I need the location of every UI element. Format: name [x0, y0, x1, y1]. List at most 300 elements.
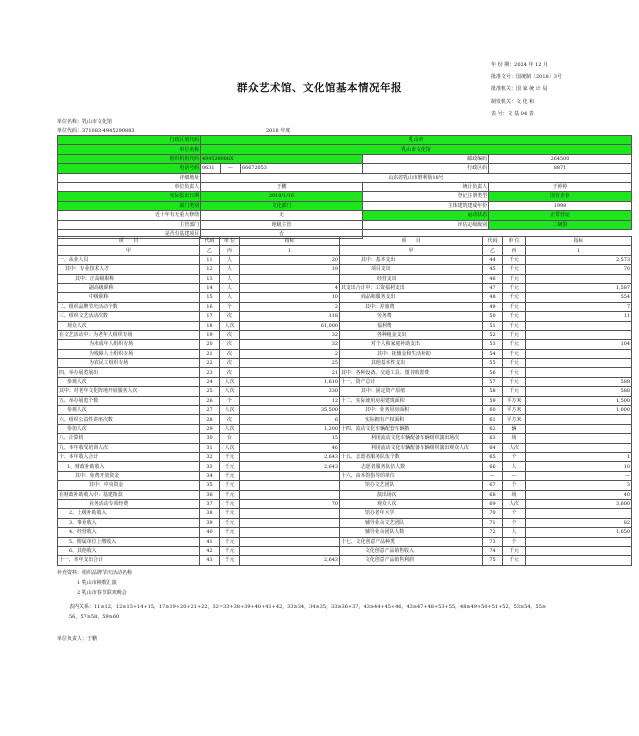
row-code: 66 — [483, 462, 503, 471]
row-code: 55 — [483, 359, 503, 368]
info-value[interactable]: 于鹏 — [201, 182, 363, 191]
row-value[interactable] — [240, 274, 340, 283]
row-value[interactable]: 2,643 — [240, 556, 340, 565]
row-unit: 人次 — [220, 321, 240, 330]
row-item: 各种租金支出 — [340, 330, 483, 339]
row-item: 参观人次 — [58, 406, 200, 415]
row-unit: 千元 — [503, 368, 526, 377]
row-unit: 千元 — [503, 265, 526, 274]
sub-header: 甲 — [58, 246, 200, 255]
table-row — [58, 518, 632, 527]
table-row — [58, 283, 632, 292]
info-label: 行政区划代码 — [58, 136, 201, 145]
row-item: 其中：专业技术人才 — [58, 265, 200, 274]
header-unit: 单 位 — [220, 237, 240, 246]
row-unit: 辆 — [503, 424, 526, 433]
table-row — [58, 406, 632, 415]
row-unit: 千元 — [503, 387, 526, 396]
row-value[interactable]: 21 — [240, 368, 340, 377]
row-value[interactable]: 2,573 — [526, 255, 632, 264]
row-code: 63 — [483, 434, 503, 443]
row-item: 二、组织品牌节庆活动个数 — [58, 302, 200, 311]
row-value[interactable]: 82 — [526, 518, 632, 527]
report-year: 2018 年度 — [266, 128, 291, 134]
row-item: 十一、本年支出合计 — [58, 556, 200, 565]
row-code: 75 — [483, 556, 503, 565]
info-value[interactable]: 2019/1/16 — [201, 192, 363, 201]
row-item: 其中：抚恤金和生活补助 — [340, 349, 483, 358]
row-unit: 千元 — [503, 312, 526, 321]
row-value[interactable]: 2 — [240, 302, 340, 311]
row-item: 馆办老年大学 — [340, 509, 483, 518]
row-unit: 千元 — [503, 302, 526, 311]
row-code: 52 — [483, 330, 503, 339]
table-row — [58, 312, 632, 321]
info-label: 部门类别 — [58, 201, 201, 210]
row-value[interactable]: 1,610 — [240, 377, 340, 386]
row-value[interactable] — [526, 434, 632, 443]
row-value[interactable]: 12 — [240, 396, 340, 405]
row-unit: 千元 — [503, 556, 526, 565]
row-item: 其支出合计中：工资福利支出 — [340, 283, 483, 292]
row-value[interactable] — [526, 368, 632, 377]
row-value[interactable]: 588 — [526, 387, 632, 396]
info-label: 邮政编码 — [363, 154, 489, 163]
table-row — [58, 330, 632, 339]
row-value[interactable] — [526, 359, 632, 368]
row-value[interactable]: 7 — [526, 302, 632, 311]
row-value[interactable]: 1,650 — [526, 528, 632, 537]
row-unit: 人次 — [220, 377, 240, 386]
row-value[interactable]: 2,643 — [240, 452, 340, 461]
row-item: 经营支出 — [340, 274, 483, 283]
phone-dash: — — [221, 164, 241, 173]
row-item: 实际拥有产权面积 — [340, 415, 483, 424]
table-row — [58, 424, 632, 433]
row-value[interactable] — [240, 509, 340, 518]
info-label: 详细地址 — [58, 173, 201, 182]
row-item: 十七、文化创意产品种类 — [340, 537, 483, 546]
row-value[interactable] — [526, 546, 632, 555]
row-value[interactable] — [526, 424, 632, 433]
row-value[interactable]: 70 — [240, 499, 340, 508]
row-code: 74 — [483, 546, 503, 555]
row-item: 志愿者服务队伍人数 — [340, 462, 483, 471]
table-row — [58, 490, 632, 499]
table-row — [58, 509, 632, 518]
row-value[interactable]: 11 — [526, 312, 632, 321]
row-value[interactable] — [240, 490, 340, 499]
row-unit: 千元 — [503, 274, 526, 283]
phone-area[interactable]: 0631 — [201, 164, 221, 173]
row-item: 利用流动文化车辆配备车辆组织演出观众人次 — [340, 443, 483, 452]
row-item: 4、经营收入 — [58, 528, 200, 537]
row-value[interactable]: 6 — [240, 415, 340, 424]
row-code: 62 — [483, 424, 503, 433]
row-code: 29 — [200, 424, 220, 433]
footer — [57, 568, 546, 644]
row-unit: 个 — [503, 481, 526, 490]
row-value[interactable]: 1,500 — [526, 396, 632, 405]
row-item: 业务活动专项经费 — [58, 499, 200, 508]
header-item: 项 目 — [58, 237, 200, 246]
table-row — [58, 255, 632, 264]
signer: 单位负责人：于鹏 — [57, 636, 98, 642]
info-label: 实际报出日期 — [58, 192, 201, 201]
row-code: 46 — [483, 274, 503, 283]
row-code: 35 — [200, 481, 220, 490]
row-unit: 千元 — [220, 462, 240, 471]
row-code: 48 — [483, 293, 503, 302]
row-value[interactable]: 40 — [526, 490, 632, 499]
info-value[interactable]: 8871 — [489, 164, 632, 173]
info-label: 评估定级级别 — [363, 220, 489, 229]
table-row — [58, 387, 632, 396]
row-code: 58 — [483, 387, 503, 396]
row-code: 16 — [200, 302, 220, 311]
row-value[interactable]: 554 — [526, 293, 632, 302]
supplement-title: 补充资料：组织品牌节庆活动名称 — [57, 570, 133, 576]
row-value[interactable] — [240, 546, 340, 555]
row-item: 其中：中央资金 — [58, 481, 200, 490]
row-value[interactable]: — — [526, 471, 632, 480]
row-item: 为农民工组织专场 — [58, 359, 200, 368]
info-value[interactable]: 地级主管 — [201, 220, 363, 229]
info-value[interactable]: 正常营运 — [489, 211, 632, 220]
row-unit: 人 — [220, 255, 240, 264]
row-value[interactable]: 3 — [526, 481, 632, 490]
row-unit: 人次 — [220, 387, 240, 396]
row-value[interactable]: 588 — [526, 377, 632, 386]
row-item: 5、附属单位上缴收入 — [58, 537, 200, 546]
row-code: 67 — [483, 481, 503, 490]
info-value[interactable]: 1998 — [489, 201, 632, 210]
row-code: 69 — [483, 499, 503, 508]
row-value[interactable]: 19 — [240, 265, 340, 274]
row-unit: 个 — [503, 518, 526, 527]
row-value[interactable] — [240, 518, 340, 527]
row-unit: 千元 — [220, 509, 240, 518]
row-unit: 人次 — [220, 443, 240, 452]
row-code: 68 — [483, 490, 503, 499]
row-item: 四、举办展览展出 — [58, 368, 200, 377]
row-item: 中级职称 — [58, 293, 200, 302]
row-code: 26 — [200, 396, 220, 405]
row-value[interactable]: 1 — [526, 452, 632, 461]
supplement-item: 1 乳山市秧歌汇演 — [77, 580, 117, 586]
info-label: 近十年有无重大修缮 — [58, 211, 201, 220]
report-meta — [491, 59, 631, 120]
row-unit: 次 — [220, 368, 240, 377]
row-value[interactable]: 4 — [240, 283, 340, 292]
row-item: 一、从业人员 — [58, 255, 200, 264]
info-label: 登记注册类型 — [363, 192, 489, 201]
table-row — [58, 359, 632, 368]
row-code: 39 — [200, 518, 220, 527]
meta-line: 表 号：文 基 04 表 — [491, 110, 534, 117]
row-unit: 个 — [503, 452, 526, 461]
row-value[interactable]: 70 — [526, 265, 632, 274]
row-code: 65 — [483, 452, 503, 461]
relations-line: 56，57≥58，59≥60 — [69, 614, 120, 620]
row-unit: 千元 — [503, 330, 526, 339]
row-item: 参加人次 — [58, 424, 200, 433]
row-code: 33 — [200, 462, 220, 471]
sub-header: 1 — [240, 246, 340, 255]
row-item: 其中：免费开放资金 — [58, 471, 200, 480]
row-unit: 人 — [503, 528, 526, 537]
row-unit: 人次 — [220, 424, 240, 433]
row-code: 70 — [483, 509, 503, 518]
row-item: 项目支出 — [340, 265, 483, 274]
row-code: 22 — [200, 359, 220, 368]
meta-line: 批准机关：国 家 统 计 局 — [491, 86, 548, 93]
row-item: 十、本年收入合计 — [58, 452, 200, 461]
row-unit: 千元 — [503, 321, 526, 330]
row-item: 三、组织文艺活动次数 — [58, 312, 200, 321]
row-value[interactable] — [526, 509, 632, 518]
table-row — [58, 434, 632, 443]
row-value[interactable]: 32 — [240, 330, 340, 339]
info-value[interactable]: 国有企业 — [489, 192, 632, 201]
row-item: 其中：业务用房面积 — [340, 406, 483, 415]
table-row — [58, 471, 632, 480]
row-unit: 千元 — [503, 377, 526, 386]
info-value[interactable]: 二级馆 — [489, 220, 632, 229]
row-unit: 人 — [220, 274, 240, 283]
table-row — [58, 321, 632, 330]
row-item: 其他基本性支出 — [340, 359, 483, 368]
row-code: 51 — [483, 321, 503, 330]
row-value[interactable]: 61,000 — [240, 321, 340, 330]
row-value[interactable] — [526, 443, 632, 452]
row-code: 31 — [200, 443, 220, 452]
row-unit: 千元 — [220, 471, 240, 480]
row-item: 在文艺活动中：为老年人组织专场 — [58, 330, 200, 339]
info-value[interactable]: 无 — [201, 211, 363, 220]
row-value[interactable] — [526, 415, 632, 424]
info-label: 运动状态 — [363, 211, 489, 220]
table-row — [58, 556, 632, 565]
row-value[interactable] — [526, 274, 632, 283]
row-code: 32 — [200, 452, 220, 461]
row-code: 49 — [483, 302, 503, 311]
unit-name: 单位名称：乳山市文化馆 — [57, 119, 113, 125]
row-item: 利用流动文化车辆配备车辆组织演出场次 — [340, 434, 483, 443]
row-unit: 千元 — [220, 499, 240, 508]
table-row — [58, 481, 632, 490]
row-value[interactable] — [526, 537, 632, 546]
row-unit: 个 — [503, 537, 526, 546]
row-unit: 次 — [220, 415, 240, 424]
row-code: 27 — [200, 406, 220, 415]
info-value[interactable]: 264500 — [489, 154, 632, 163]
row-value[interactable] — [240, 481, 340, 490]
row-code: 21 — [200, 349, 220, 358]
info-label: 电话号码 — [58, 164, 201, 173]
sub-header: 乙 — [483, 246, 503, 255]
phone-number[interactable]: 66672053 — [241, 164, 363, 173]
row-value[interactable]: 10 — [240, 293, 340, 302]
row-unit: 人 — [220, 283, 240, 292]
table-row — [58, 265, 632, 274]
row-unit: 千元 — [503, 255, 526, 264]
row-item: 演出场次 — [340, 490, 483, 499]
row-unit: 次 — [220, 349, 240, 358]
table-row — [58, 499, 632, 508]
row-unit: 千元 — [220, 490, 240, 499]
row-item: 在财政补助收入中：基建拨款 — [58, 490, 200, 499]
row-unit: 场 — [503, 434, 526, 443]
row-value[interactable]: 104 — [526, 340, 632, 349]
row-code: 44 — [483, 255, 503, 264]
row-code: 59 — [483, 396, 503, 405]
row-value[interactable] — [526, 349, 632, 358]
row-item: 其中：对老年文化阵地开展服务人次 — [58, 387, 200, 396]
row-unit: 千元 — [220, 481, 240, 490]
row-value[interactable]: 10 — [526, 462, 632, 471]
row-item: 为残障人士组织专场 — [58, 349, 200, 358]
row-code: 42 — [200, 546, 220, 555]
row-unit: 人次 — [503, 499, 526, 508]
row-value[interactable] — [240, 528, 340, 537]
info-label: 是否有基建项目 — [58, 229, 201, 238]
row-unit: 个 — [220, 302, 240, 311]
row-code: 13 — [200, 274, 220, 283]
table-row — [58, 546, 632, 555]
row-value[interactable]: 1,000 — [526, 406, 632, 415]
relations-line: 表内关系：11≥12，12≥13+14+15，17≥19+20+21+22，32=33+38+39+40+41+42，33≥34，34≥35，33≥36+37，43≥44+45+46，43≥47+48+53+55，48≥49+50+51+52，53≥54，55≥ — [69, 604, 547, 610]
sub-header: 1 — [526, 246, 632, 255]
row-value[interactable]: 2,643 — [240, 462, 340, 471]
row-item: 观众人次 — [340, 499, 483, 508]
row-value[interactable]: 118 — [240, 312, 340, 321]
row-value[interactable]: 20 — [240, 255, 340, 264]
info-value[interactable]: 山东省乳山市胜利街18号 — [201, 173, 632, 182]
meta-line: 年 份 期：2024 年 12 月 — [491, 62, 549, 68]
row-value[interactable] — [240, 471, 340, 480]
row-unit: 次 — [220, 340, 240, 349]
row-unit: 人次 — [503, 443, 526, 452]
row-unit: 个 — [503, 509, 526, 518]
row-item: 辅导业余文艺团队 — [340, 518, 483, 527]
meta-line: 批准文号：国统制〔2018〕3号 — [491, 74, 562, 81]
supplement-item: 2 乳山市春节联欢晚会 — [77, 590, 127, 596]
info-label: 单位名称 — [58, 145, 201, 154]
row-value[interactable]: 35,500 — [240, 406, 340, 415]
header-unit: 单 位 — [503, 237, 526, 246]
info-value[interactable]: 文化部门 — [201, 201, 363, 210]
info-value[interactable]: 乳山市 — [201, 136, 632, 145]
row-item: 十一、资产总计 — [340, 377, 483, 386]
row-unit: 千元 — [503, 340, 526, 349]
row-unit: 台 — [220, 434, 240, 443]
unit-code: 单位代码：371083-4945290883 — [57, 128, 135, 134]
table-row — [58, 537, 632, 546]
sub-header: 丙 — [503, 246, 526, 255]
row-code: 40 — [200, 528, 220, 537]
row-code: 54 — [483, 349, 503, 358]
unit-info — [57, 118, 135, 136]
info-value[interactable]: 于婷婷 — [489, 182, 632, 191]
row-code: 15 — [200, 293, 220, 302]
table-row — [58, 340, 632, 349]
sub-header: 甲 — [340, 246, 483, 255]
row-value[interactable]: 25 — [240, 359, 340, 368]
row-value[interactable]: 1,200 — [240, 424, 340, 433]
row-unit: 千元 — [503, 546, 526, 555]
header-value: 指标 — [240, 237, 340, 246]
header-item: 项 目 — [340, 237, 483, 246]
row-code: 18 — [200, 321, 220, 330]
row-unit: 场 — [503, 490, 526, 499]
row-code: 14 — [200, 283, 220, 292]
row-unit: 人次 — [220, 406, 240, 415]
row-unit: 千元 — [220, 546, 240, 555]
row-code: 12 — [200, 265, 220, 274]
row-item: 文化创意产品销售收入 — [340, 546, 483, 555]
row-value[interactable]: 2 — [240, 349, 340, 358]
table-row — [58, 452, 632, 461]
row-code: 50 — [483, 312, 503, 321]
table-row — [58, 528, 632, 537]
row-code: 20 — [200, 340, 220, 349]
report-title: 群众艺术馆、文化馆基本情况年报 — [237, 82, 402, 94]
table-row — [58, 415, 632, 424]
row-code: 25 — [200, 387, 220, 396]
sub-header: 乙 — [200, 246, 220, 255]
row-item: 观众人次 — [58, 321, 200, 330]
row-value[interactable]: 1,587 — [526, 283, 632, 292]
header-code: 代码 — [200, 237, 220, 246]
row-unit: 千元 — [220, 452, 240, 461]
row-code: 24 — [200, 377, 220, 386]
row-value[interactable]: 330 — [240, 387, 340, 396]
row-unit: 人 — [503, 462, 526, 471]
row-value[interactable] — [526, 556, 632, 565]
table-row — [58, 462, 632, 471]
row-code: 11 — [200, 255, 220, 264]
row-code: 37 — [200, 499, 220, 508]
meta-line: 制发机关：文 化 和 — [491, 98, 535, 105]
row-code: 56 — [483, 368, 503, 377]
info-value[interactable]: 494529088X — [201, 154, 363, 163]
row-item: 对个人和家庭补助支出 — [340, 340, 483, 349]
table-row — [58, 274, 632, 283]
info-label: 组织机构代码 — [58, 154, 201, 163]
row-value[interactable]: 15 — [240, 434, 340, 443]
row-value[interactable]: 32 — [240, 340, 340, 349]
table-row — [58, 349, 632, 358]
table-row — [58, 443, 632, 452]
row-unit: 千元 — [220, 528, 240, 537]
row-unit: 千元 — [220, 556, 240, 565]
row-code: 72 — [483, 528, 503, 537]
row-value[interactable] — [240, 537, 340, 546]
row-value[interactable]: 3,600 — [526, 499, 632, 508]
row-value[interactable] — [526, 321, 632, 330]
row-item: 其中：差旅费 — [340, 302, 483, 311]
row-code: 23 — [200, 368, 220, 377]
row-value[interactable]: 46 — [240, 443, 340, 452]
info-value[interactable]: 否 — [201, 229, 363, 238]
row-code: 30 — [200, 434, 220, 443]
info-table — [57, 135, 632, 239]
row-item: 其中：固定资产原值 — [340, 387, 483, 396]
row-value[interactable] — [526, 330, 632, 339]
info-value[interactable]: 乳山市文化馆 — [201, 145, 632, 154]
row-unit: 千元 — [503, 349, 526, 358]
